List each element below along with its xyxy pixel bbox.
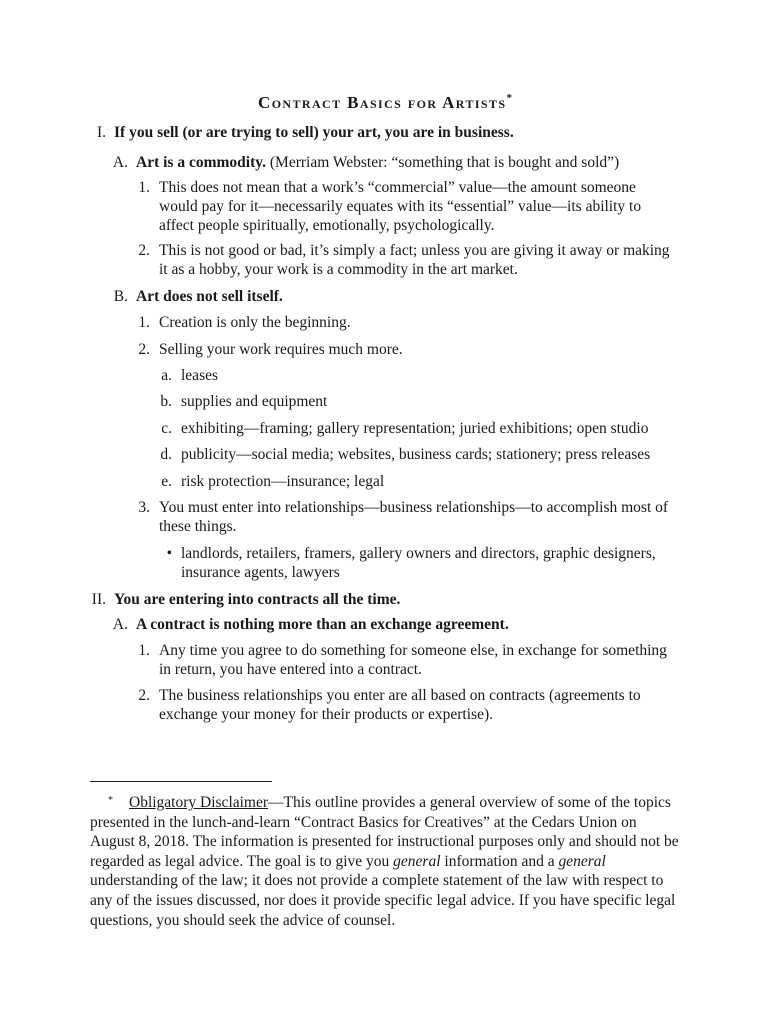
title-footnote-mark: * — [506, 92, 512, 104]
sub-list-item-text: publicity—social media; websites, business cards; stationery; press releases — [181, 446, 651, 463]
list-item — [126, 686, 674, 724]
footnote-text-part2: information and a — [440, 852, 559, 870]
list-item-text: Creation is only the beginning. — [159, 314, 351, 331]
list-item — [126, 241, 674, 279]
sub-list-item-text: leases — [181, 367, 219, 384]
sub-list-item-marker: d. — [160, 446, 172, 463]
sub-list-item — [150, 366, 690, 385]
list-item — [126, 641, 674, 679]
subsection-heading-bold: Art does not sell itself. — [136, 288, 283, 305]
list-item-text: This is not good or bad, it’s simply a fact; unless you are giving it away or making it as a hobby, your work is a commodity in the art market. — [159, 242, 670, 278]
list-item-text: Any time you agree to do something for someone else, in exchange for something in return, you have entered into a contract. — [159, 642, 667, 678]
bullet-marker: • — [166, 545, 172, 562]
list-item — [126, 178, 674, 235]
sub-list-item — [150, 445, 690, 464]
document-title — [0, 93, 770, 112]
section-heading-1 — [74, 123, 694, 142]
list-item-marker: 2. — [138, 341, 150, 358]
bullet-item — [150, 544, 670, 582]
list-item — [126, 340, 674, 359]
sub-list-item-marker: a. — [161, 367, 172, 384]
sub-list-item-marker: b. — [160, 393, 172, 410]
section-heading-text: If you sell (or are trying to sell) your art, you are in business. — [114, 124, 514, 141]
footnote-label: Obligatory Disclaimer — [129, 794, 269, 811]
bullet-item-text: landlords, retailers, framers, gallery owners and directors, graphic designers, insurance agents, lawyers — [181, 545, 656, 581]
sub-list-item — [150, 472, 690, 491]
list-item-text: Selling your work requires much more. — [159, 341, 403, 358]
list-item-marker: 3. — [138, 499, 150, 516]
list-item — [126, 498, 674, 536]
footnote-emphasis-2: general — [558, 852, 606, 870]
sub-list-item-text: supplies and equipment — [181, 393, 328, 410]
section-heading-2 — [74, 590, 694, 609]
list-item-text: The business relationships you enter are all based on contracts (agreements to exchange your money for their products or expertise). — [159, 687, 641, 723]
subsection-heading — [104, 287, 694, 306]
list-item-marker: 2. — [138, 242, 150, 259]
list-item — [126, 313, 674, 332]
subsection-heading-rest: (Merriam Webster: “something that is bought and sold”) — [266, 154, 620, 171]
section-marker: II. — [91, 591, 106, 608]
sub-list-item-text: risk protection—insurance; legal — [181, 473, 385, 490]
list-item-marker: 1. — [138, 314, 150, 331]
list-item-marker: 1. — [138, 179, 150, 196]
title-text: Contract Basics for Artists — [258, 93, 507, 112]
list-item-text: You must enter into relationships—business relationships—to accomplish most of these things. — [159, 499, 669, 535]
sub-list-item — [150, 419, 690, 438]
subsection-marker: A. — [112, 616, 128, 633]
subsection-heading — [104, 153, 694, 172]
sub-list-item — [150, 392, 690, 411]
section-heading-text: You are entering into contracts all the time. — [114, 591, 401, 608]
footnote-emphasis-1: general — [393, 852, 441, 870]
list-item-marker: 1. — [138, 642, 150, 659]
sub-list-item-marker: c. — [161, 420, 172, 437]
list-item-text: This does not mean that a work’s “commercial” value—the amount someone would pay for it—necessarily equates with its “essential” value—its ability to affect people spiritually, emotionally, psychologically. — [159, 179, 642, 234]
sub-list-item-text: exhibiting—framing; gallery representation; juried exhibitions; open studio — [181, 420, 649, 437]
footnote — [90, 793, 682, 930]
list-item-marker: 2. — [138, 687, 150, 704]
subsection-heading-bold: A contract is nothing more than an exchange agreement. — [136, 616, 509, 633]
footnote-text-part3: understanding of the law; it does not provide a complete statement of the law with respect to any of the issues discussed, nor does it provide specific legal advice. If you have specific legal questions, you should seek the advice of counsel. — [90, 872, 676, 929]
subsection-heading-bold: Art is a commodity. — [136, 154, 267, 171]
subsection-marker: A. — [112, 154, 128, 171]
footnote-text-part1: —This outline provides a general overview of some of the topics presented in the lunch-and-learn “Contract Basics for Creatives” at the Cedars Union on August 8, 2018. The information is presented for instructional purposes only and should not be regarded as legal advice. The goal is to give you — [90, 794, 679, 870]
footnote-mark: * — [108, 795, 113, 806]
subsection-heading — [104, 615, 694, 634]
section-marker: I. — [96, 124, 106, 141]
subsection-marker: B. — [113, 288, 128, 305]
footnote-separator — [90, 781, 272, 782]
sub-list-item-marker: e. — [161, 473, 172, 490]
